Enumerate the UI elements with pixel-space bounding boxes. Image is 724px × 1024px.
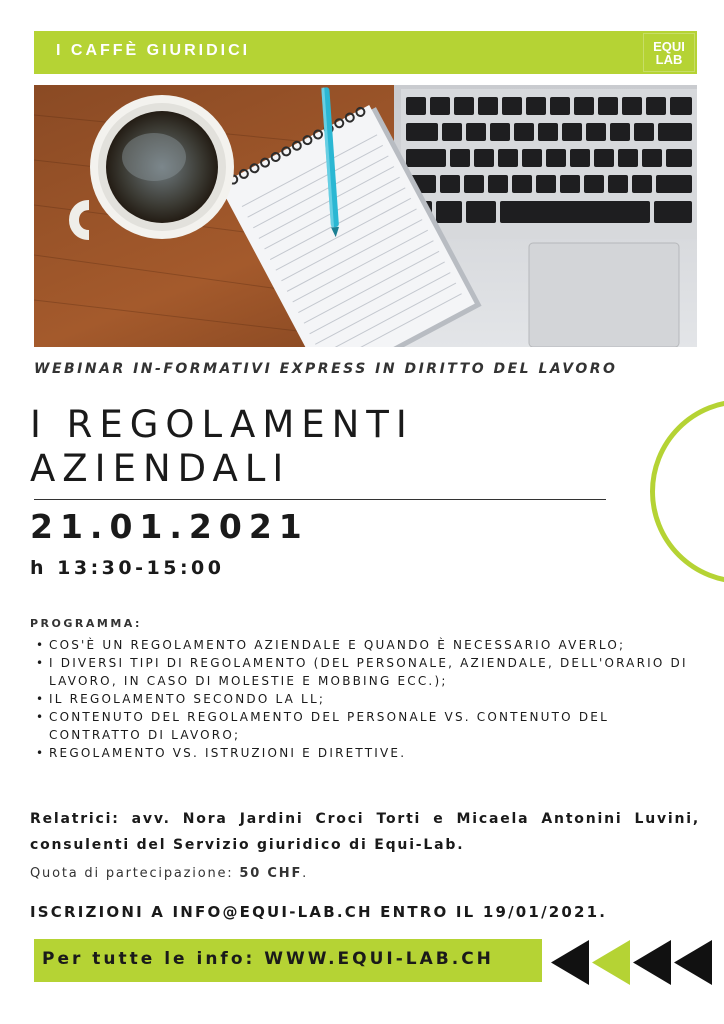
program-item: • CONTENUTO DEL REGOLAMENTO DEL PERSONALE VS. CONTENUTO DEL CONTRATTO DI LAVORO;: [34, 708, 694, 744]
title-divider: [34, 499, 606, 500]
event-hours: h 13:30-15:00: [30, 557, 225, 579]
arrow-left-icon: [592, 940, 630, 985]
event-date: 21.01.2021: [30, 507, 309, 546]
event-subtitle: WEBINAR IN-FORMATIVI EXPRESS IN DIRITTO DEL LAVORO: [34, 361, 618, 377]
registration-info: ISCRIZIONI A INFO@EQUI-LAB.CH ENTRO IL 19/01/2021.: [30, 903, 608, 921]
logo-line-1: EQUI: [653, 38, 685, 54]
program-item: • I DIVERSI TIPI DI REGOLAMENTO (DEL PERSONALE, AZIENDALE, DELL'ORARIO DI LAVORO, IN CASO DI MOLESTIE E MOBBING ECC.);: [34, 654, 694, 690]
program-heading: PROGRAMMA:: [30, 617, 142, 630]
info-banner: [34, 939, 542, 982]
decorative-circle: [650, 399, 724, 584]
fee-suffix: .: [302, 866, 309, 881]
participation-fee: [30, 866, 308, 881]
arrow-left-icon: [551, 940, 589, 985]
series-label: I CAFFÈ GIURIDICI: [56, 42, 251, 59]
program-item: • COS'È UN REGOLAMENTO AZIENDALE E QUANDO È NECESSARIO AVERLO;: [34, 636, 694, 654]
info-link[interactable]: Per tutte le info: WWW.EQUI-LAB.CH: [42, 949, 494, 969]
program-list: [34, 636, 694, 762]
event-title: I REGOLAMENTI AZIENDALI: [30, 403, 414, 490]
series-banner: [34, 31, 697, 74]
header-photo: [34, 85, 697, 347]
arrow-left-icon: [633, 940, 671, 985]
fee-amount: 50 CHF: [239, 866, 303, 881]
fee-label: Quota di partecipazione:: [30, 866, 240, 881]
arrow-left-icon: [674, 940, 712, 985]
program-item: • REGOLAMENTO VS. ISTRUZIONI E DIRETTIVE.: [34, 744, 694, 762]
speakers-text: Relatrici: avv. Nora Jardini Croci Torti e Micaela Antonini Luvini, consulenti del Servizio giuridico di Equi-Lab.: [30, 811, 700, 853]
equi-lab-logo: [643, 33, 695, 72]
logo-line-2: LAB: [655, 51, 683, 67]
program-item: • IL REGOLAMENTO SECONDO LA LL;: [34, 690, 694, 708]
arrow-left-icons: [551, 940, 713, 985]
